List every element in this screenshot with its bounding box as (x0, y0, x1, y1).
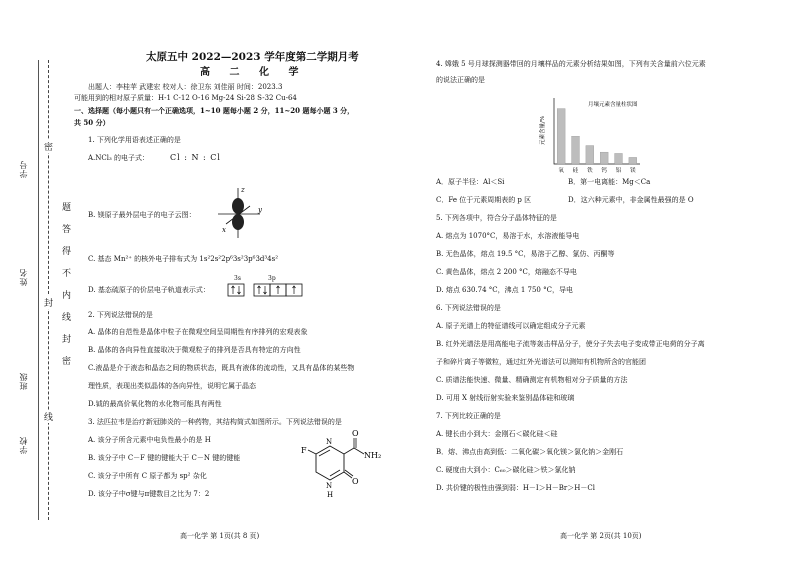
favipiravir-structure (300, 428, 386, 504)
q4-stem-cont: 的说法正确的是 (436, 76, 485, 84)
orbital-3s-label: 3s (234, 275, 241, 282)
q1-ncl3-formula: Cl : N : Cl (170, 153, 221, 162)
seal-mark-2: 封 (44, 296, 53, 309)
orbital-3p-label: 3p (268, 275, 276, 282)
q4-option-a: A．原子半径：Al＜Si (436, 178, 505, 186)
chart-bar (557, 109, 565, 164)
class-label: 班级 (19, 372, 28, 390)
struct-H-label: H (327, 491, 334, 499)
struct-N2-label: N (326, 482, 333, 490)
struct-O1-label: O (352, 429, 359, 438)
q7-option-a: A. 键长由小到大：金刚石＜碳化硅＜硅 (436, 430, 558, 438)
q2-option-c: C.液晶是介于液态和晶态之间的物质状态，既具有液体的流动性，又具有晶体的某些物 (88, 364, 355, 372)
q6-option-c: C. 质谱法能快速、微量、精确测定有机物相对分子质量的方法 (436, 376, 628, 384)
seal-note-char: 密 (62, 357, 72, 367)
element-content-chart (536, 90, 646, 178)
q1-option-c: C. 基态 Mn²⁺ 的核外电子排布式为 1s²2s²2p⁶3s²3p⁶3d³4s² (88, 255, 279, 263)
seal-mark-1: 密 (44, 140, 53, 153)
binding-dashed-line (48, 60, 49, 520)
axis-y-label: y (258, 206, 262, 214)
seal-note-char: 线 (62, 313, 72, 323)
q2-option-c-cont: 理性质，表现出类似晶体的各向异性，说明它属于晶态 (88, 382, 256, 390)
q3-stem: 3. 法匹拉韦是治疗新冠肺炎的一种药物，其结构简式如图所示。下列说法错误的是 (88, 418, 342, 426)
q2-option-b: B. 晶体的各向异性直接取决于微观粒子的排列是否具有特定的方向性 (88, 346, 301, 354)
q4-option-d: D．这六种元素中，非金属性最强的是 O (568, 196, 694, 204)
section-heading: 一、选择题（每小题只有一个正确选项，1~10 题每小题 2 分，11~20 题每小题 3 分， (74, 106, 355, 115)
chart-bar (615, 153, 623, 164)
q6-option-b-cont: 子和碎片离子等微粒，通过红外光谱法可以测知有机物所含的官能团 (436, 358, 646, 366)
q1-option-d: D. 基态硫原子的价层电子轨道表示式： (88, 286, 210, 294)
orbital-box-diagram (226, 282, 304, 298)
section-heading-cont: 共 50 分） (74, 118, 110, 127)
exam-title: 太原五中 2022—2023 学年度第二学期月考 (146, 51, 359, 63)
binding-margin (0, 0, 72, 561)
seal-note-char: 得 (62, 247, 72, 257)
q5-option-b: B. 无色晶体，熔点 19.5 °C，易溶于乙醇、氯仿、丙酮等 (436, 250, 615, 258)
struct-NH2-label: NH₂ (364, 451, 382, 460)
q6-option-d: D. 可用 X 射线衍射实验来鉴别晶体硅和玻璃 (436, 394, 575, 402)
q5-option-c: C. 黄色晶体，熔点 2 200 °C，熔融态不导电 (436, 268, 577, 276)
chart-category-label: 氧 (558, 168, 564, 174)
q4-stem: 4. 嫦娥 5 号月球探测器带回的月壤样品的元素分析结果如图，下列有关含量前六位元素 (436, 60, 706, 68)
q6-option-a: A. 原子光谱上的特征谱线可以确定组成分子元素 (436, 322, 586, 330)
struct-N1-label: N (326, 438, 333, 446)
chart-title: 月壤元素含量柱状图 (588, 102, 638, 108)
q3-option-d: D. 该分子中σ键与π键数目之比为 7：2 (88, 490, 210, 498)
q7-option-c: C. 硬度由大到小：C₆₀＞碳化硅＞铁＞氯化钠 (436, 466, 576, 474)
student-number-label: 学号 (19, 160, 28, 178)
page-1-footer: 高一化学 第 1页(共 8 页) (180, 532, 260, 540)
q7-option-d: D. 共价键的极性由强到弱：H－I＞H－Br＞H－Cl (436, 484, 595, 492)
q5-option-a: A. 熔点为 1070°C，易溶于水，水溶液能导电 (436, 232, 580, 240)
seal-note-char: 题 (62, 203, 72, 213)
axis-z-label: z (241, 186, 245, 194)
q6-option-b: B. 红外光谱法是用高能电子流等轰击样品分子，使分子失去电子变成带正电荷的分子离 (436, 340, 705, 348)
seal-note-char: 内 (62, 291, 72, 301)
q2-option-a: A. 晶体的自范性是晶体中粒子在微观空间呈周期性有序排列的宏观表象 (88, 328, 308, 336)
struct-O2-label: O (352, 477, 359, 486)
q7-stem: 7. 下列比较正确的是 (436, 412, 501, 420)
chart-bar (600, 152, 608, 164)
chart-category-label: 硅 (572, 168, 579, 174)
chart-category-label: 钙 (601, 168, 607, 174)
q3-option-b: B. 该分子中 C－F 键的键能大于 C－N 键的键能 (88, 454, 241, 462)
exam-authors: 出题人：李桂苹 武建宏 校对人：徐卫东 刘佳丽 时间：2023.3 (88, 83, 283, 91)
q4-option-b: B．第一电离能：Mg＜Ca (568, 178, 651, 186)
q3-option-c: C. 该分子中所有 C 原子都为 sp² 杂化 (88, 472, 207, 480)
p-orbital-diagram (216, 184, 264, 242)
chart-category-label: 镁 (630, 168, 636, 174)
q6-stem: 6. 下列说法错误的是 (436, 304, 501, 312)
exam-subject: 高 二 化 学 (200, 67, 307, 78)
q2-stem: 2. 下列说法错误的是 (88, 311, 153, 319)
struct-F-label: F (301, 446, 307, 455)
axis-x-label: x (222, 226, 226, 234)
q7-option-b: B．熔、沸点由高到低：二氧化碳＞氧化镁＞氯化钠＞金刚石 (436, 448, 624, 456)
q1-option-a: A.NCl₃ 的电子式： (88, 154, 150, 162)
q4-option-c: C．Fe 位于元素周期表的 p 区 (436, 196, 532, 204)
atomic-masses: 可能用到的相对原子质量：H-1 C-12 O-16 Mg-24 Si-28 S-32 Cu-64 (74, 94, 297, 102)
name-label: 姓名 (19, 268, 28, 286)
q3-option-a: A. 该分子所含元素中电负性最小的是 H (88, 436, 211, 444)
q1-stem: 1. 下列化学用语表述正确的是 (88, 136, 181, 144)
chart-y-axis-label: 元素含量/% (540, 115, 546, 145)
chart-category-label: 铁 (587, 168, 593, 174)
seal-mark-3: 线 (44, 410, 53, 423)
seal-note-char: 答 (62, 225, 72, 235)
chart-bar (586, 146, 594, 164)
q5-stem: 5. 下列各项中，符合分子晶体特征的是 (436, 214, 557, 222)
chart-bar (629, 157, 637, 164)
chart-category-label: 铝 (615, 168, 622, 174)
school-label: 学校 (19, 436, 28, 454)
seal-line (38, 60, 39, 520)
page-2-footer: 高一化学 第 2页(共 10页) (560, 532, 642, 540)
q5-option-d: D. 熔点 630.74 °C，沸点 1 750 °C，导电 (436, 286, 573, 294)
q1-option-b: B. 镁原子最外层电子的电子云图： (88, 211, 196, 219)
q2-option-d: D.钺的最高价氧化物的水化物可能具有两性 (88, 400, 222, 408)
seal-note-char: 不 (62, 269, 72, 279)
seal-note-char: 封 (62, 335, 72, 345)
chart-bar (572, 136, 580, 164)
